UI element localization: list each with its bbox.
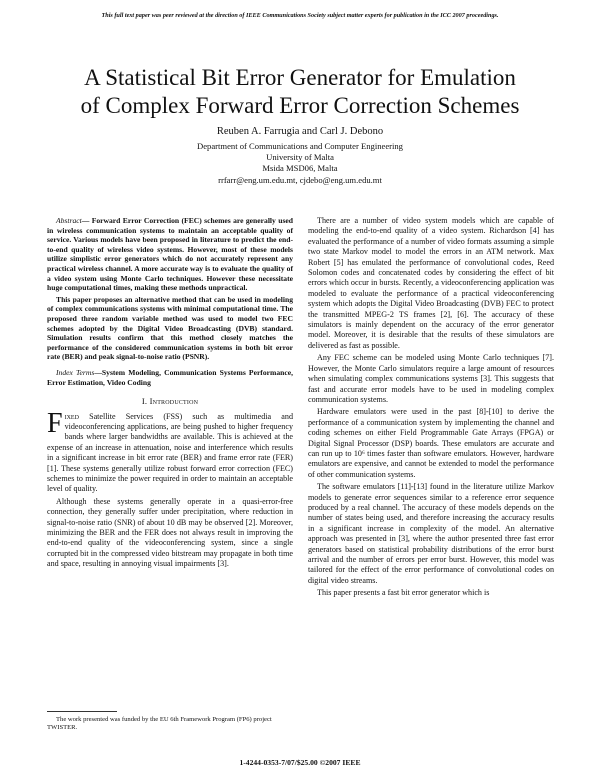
- footnote-rule: [47, 711, 117, 712]
- right-paragraph-5: This paper presents a fast bit error generator which is: [317, 588, 490, 598]
- funding-footnote: The work presented was funded by the EU 6th Framework Program (FP6) project TWISTER.: [47, 716, 272, 732]
- affiliation: [0, 141, 600, 186]
- title-line-2: of Complex Forward Error Correction Schemes: [80, 93, 520, 118]
- right-paragraph-1: There are a number of video system models which are capable of modeling the end-to-end quality of a video system. Richardson [4] has evaluated the performance of a number of video formats assuming a simple two state Markov model to model the errors in an ATM network. Max Robert [5] has emulated the performance of convolutional codes, Reed Solomon codes and concatenated codes by considering the effect of bit errors which occur in bursts. Recently, a videoconferencing application was modeled to evaluate the performance of a practical videoconferencing system which adopts the Digital Video Broadcasting (DVB) FEC to protect the transmitted MPEG-2 TS frames [2], [6]. The accuracy of these simulators is mainly dependent on the accuracy of the error generator model. Moreover, it is desirable that the results of these simulators are delivered as fast as possible.: [308, 216, 554, 350]
- peer-review-note: This full text paper was peer reviewed at the direction of IEEE Communications Society subject matter experts for publication in the ICC 2007 proceedings.: [101, 12, 499, 19]
- left-column: [47, 216, 293, 572]
- right-paragraph-4: The software emulators [11]-[13] found in the literature utilize Markov models to generate error sequences similar to a reference error sequence produced by a real channel. The accuracy of these models depends on the number of states being used, and therefore increasing the accuracy results in a significant increase in complexity of the model. An alternative approach was presented in [3], where the author presented three fast error generators based on statistical probability distributions of the error burst arrival and the number of errors per error burst. However, this model was tailored for the effect of the error performance of convolutional codes on digital video streams.: [308, 482, 554, 585]
- right-column: [308, 216, 554, 601]
- intro-paragraph-2: Although these systems generally operate in a quasi-error-free connection, they generally suffer under precipitation, where reduction in signal-to-noise ratio (SNR) of about 10 dB may be observed [2]. Moreover, minimizing the BER and the FER does not always result in improving the end-to-end quality of the videoconferencing system, since a single corrupted bit in the compressed video bitstream may propagate in both time and space, resulting in annoying visual impairments [3].: [47, 496, 293, 569]
- abstract-paragraph-1: Abstract— Forward Error Correction (FEC) schemes are generally used in wireless communication systems to maintain an acceptable quality of service. Various models have been proposed in literature to predict the end-to-end quality of wireless video systems. However, most of these models utilize simplistic error generators which do not accurately represent any practical wireless channel. A more accurate way is to evaluate the quality of a video system using Monte Carlo techniques. However these necessitate huge computational times, making these methods unpractical.: [47, 216, 293, 293]
- right-paragraph-3: Hardware emulators were used in the past [8]-[10] to derive the performance of a communication system by implementing the channel and coding schemes on either Field Programmable Gate Arrays (FPGA) or Digital Signal Processor (DSP) boards. These emulators are accurate and can run up to 10⁶ times faster than software emulators. However, hardware emulators are expensive, and cannot be extended to model the performance of other communication systems.: [308, 407, 554, 479]
- abstract: [47, 216, 293, 362]
- authors: Reuben A. Farrugia and Carl J. Debono: [216, 126, 384, 137]
- affiliation-department: Department of Communications and Computer Engineering: [197, 141, 403, 151]
- affiliation-address: Msida MSD06, Malta: [262, 163, 338, 174]
- copyright-footer: 1-4244-0353-7/07/$25.00 ©2007 IEEE: [239, 758, 361, 767]
- intro-paragraph-1: Fixed Satellite Services (FSS) such as multimedia and videoconferencing applications, are being pushed to higher frequency bands where larger bandwidths are available. This is achieved at the expense of an increase in attenuation, noise and interference which results in a significant increase in bit error rate (BER) and frame error rate (FER) [1]. These systems generally utilize robust forward error correction (FEC) schemes to minimize the power required in order to maintain an acceptable level of quality.: [47, 407, 293, 494]
- affiliation-emails: rrfarr@eng.um.edu.mt, cjdebo@eng.um.edu.mt: [218, 174, 382, 185]
- paper-title: [40, 64, 560, 120]
- section-heading-introduction: I. Introduction: [141, 396, 199, 407]
- abstract-paragraph-2: This paper proposes an alternative method that can be used in modeling of complex communications systems with minimal computational time. The proposed three random variable method was used to model two FEC schemes adopted by the Digital Video Broadcasting (DVB) standard. Simulation results confirm that this method closely matches the performance of the considered communication systems in both bit error rate (BER) and peak signal-to-noise ratio (PSNR).: [47, 294, 293, 362]
- drop-cap: F: [47, 407, 63, 439]
- abstract-lead: Abstract: [56, 216, 82, 225]
- index-terms-lead: Index Terms: [56, 367, 95, 377]
- title-line-1: A Statistical Bit Error Generator for Emulation: [84, 65, 516, 90]
- affiliation-university: University of Malta: [266, 152, 334, 163]
- right-paragraph-2: Any FEC scheme can be modeled using Monte Carlo techniques [7]. However, the Monte Carlo simulators require a large amount of resources when simulating complex communications systems [3]. This suggests that fast and accurate error models have to be used in modeling complex communication systems.: [308, 353, 554, 404]
- index-terms: Index Terms—System Modeling, Communication Systems Performance, Error Estimation, Video Coding: [47, 367, 293, 387]
